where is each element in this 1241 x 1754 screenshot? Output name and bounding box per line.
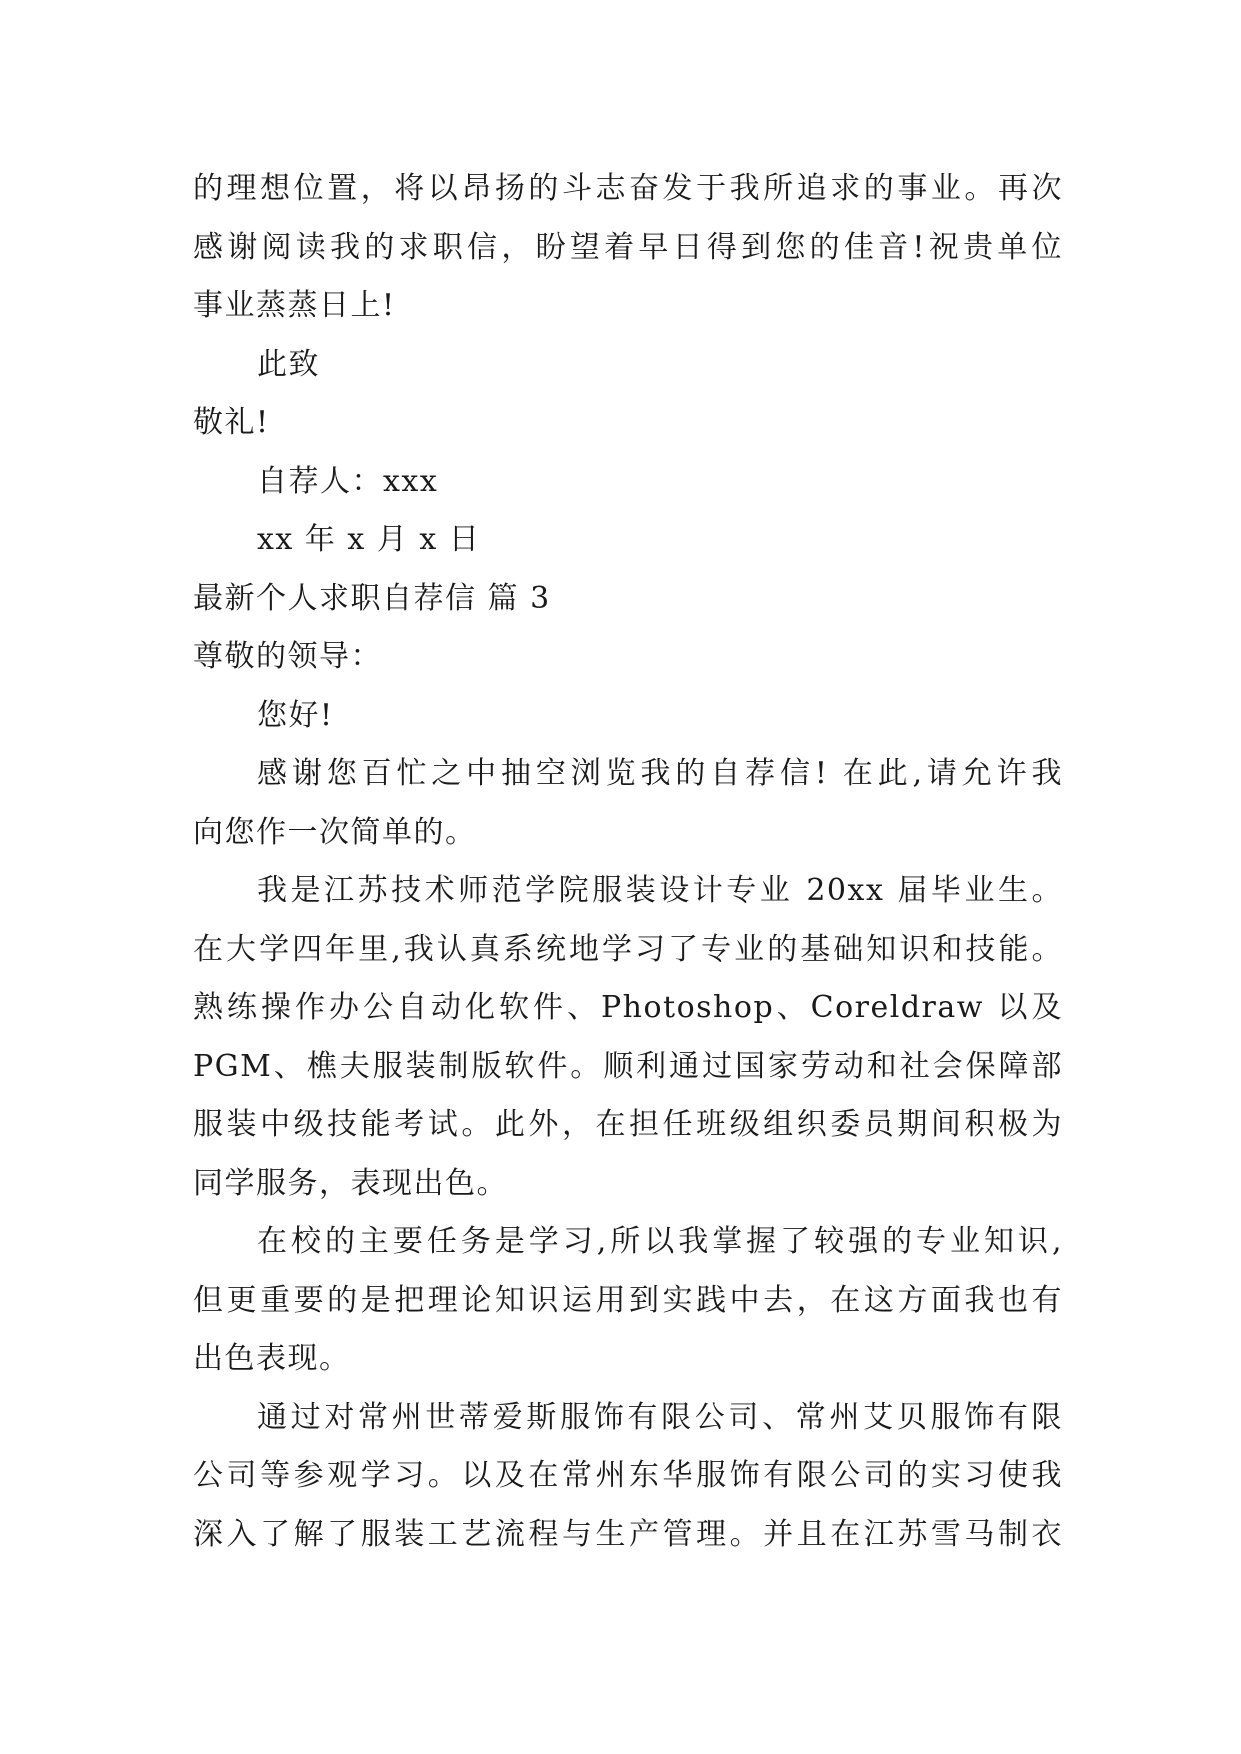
text-line: 事业蒸蒸日上! <box>193 288 396 323</box>
text-line: 我是江苏技术师范学院服装设计专业 20xx 届毕业生。 <box>257 873 1063 908</box>
text-line: 公司等参观学习。以及在常州东华服饰有限公司的实习使我 <box>193 1458 1063 1493</box>
text-line: 敬礼! <box>193 405 270 440</box>
text-line: 熟练操作办公自动化软件、Photoshop、Coreldraw 以及 <box>193 990 1063 1025</box>
text-line: 此致 <box>257 346 320 382</box>
text-line: xx 年 x 月 x 日 <box>257 522 481 557</box>
text-line: 自荐人：xxx <box>257 463 439 499</box>
text-line: 通过对常州世蒂爱斯服饰有限公司、常州艾贝服饰有限 <box>257 1399 1063 1435</box>
text-line: 尊敬的领导： <box>193 639 382 674</box>
text-line: 的理想位置，将以昂扬的斗志奋发于我所追求的事业。再次 <box>193 171 1063 206</box>
letter-body <box>193 160 1063 1564</box>
text-line: 向您作一次简单的。 <box>193 814 477 850</box>
text-line: 您好! <box>257 697 334 733</box>
text-line: 在校的主要任务是学习,所以我掌握了较强的专业知识, <box>257 1224 1063 1259</box>
text-line: 感谢您百忙之中抽空浏览我的自荐信! 在此,请允许我 <box>257 756 1063 791</box>
text-line: 在大学四年里,我认真系统地学习了专业的基础知识和技能。 <box>193 931 1063 967</box>
text-line: 服装中级技能考试。此外，在担任班级组织委员期间积极为 <box>193 1107 1063 1142</box>
text-line: 同学服务，表现出色。 <box>193 1165 508 1201</box>
text-line: 出色表现。 <box>193 1341 351 1376</box>
text-line: PGM、樵夫服装制版软件。顺利通过国家劳动和社会保障部 <box>193 1048 1063 1084</box>
text-line: 深入了解了服装工艺流程与生产管理。并且在江苏雪马制衣 <box>193 1516 1063 1552</box>
text-line: 感谢阅读我的求职信，盼望着早日得到您的佳音!祝贵单位 <box>193 229 1063 265</box>
text-line: 最新个人求职自荐信 篇 3 <box>193 580 551 616</box>
text-line: 但更重要的是把理论知识运用到实践中去，在这方面我也有 <box>193 1282 1063 1318</box>
